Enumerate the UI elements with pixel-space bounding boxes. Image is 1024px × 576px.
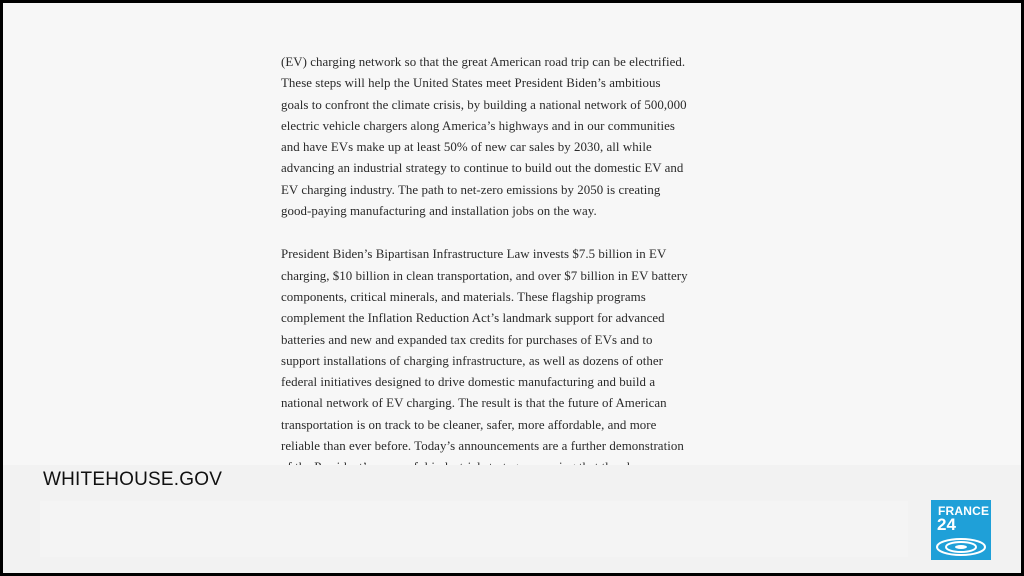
article-line: federal initiatives designed to drive domestic manufacturing and build a [281, 375, 656, 390]
logo-text-france: FRANCE [938, 504, 990, 518]
article-line: good-paying manufacturing and installation jobs on the way. [281, 204, 597, 219]
france24-wave-icon [931, 534, 991, 560]
france24-logo [931, 500, 991, 560]
article-line: complement the Inflation Reduction Act’s landmark support for advanced [281, 311, 665, 326]
article-paragraph-1 [281, 52, 753, 222]
article-line: charging, $10 billion in clean transportation, and over $7 billion in EV battery [281, 268, 688, 283]
article-line: transportation is on track to be cleaner, safer, more affordable, and more [281, 417, 657, 432]
article-line: batteries and new and expanded tax credits for purchases of EVs and to [281, 332, 653, 347]
article-line: advancing an industrial strategy to continue to build out the domestic EV and [281, 161, 684, 176]
article-line: components, critical minerals, and materials. These flagship programs [281, 289, 646, 304]
source-label: WHITEHOUSE.GOV [43, 469, 223, 490]
article-line: EV charging industry. The path to net-zero emissions by 2050 is creating [281, 182, 661, 197]
article-line: goals to confront the climate crisis, by building a national network of 500,000 [281, 97, 687, 112]
article-line: President Biden’s Bipartisan Infrastructure Law invests $7.5 billion in EV [281, 247, 667, 262]
article-body [281, 52, 753, 501]
logo-text-24: 24 [937, 515, 956, 534]
caption-strip [40, 501, 908, 557]
article-line: national network of EV charging. The result is that the future of American [281, 396, 667, 411]
article-line: and have EVs make up at least 50% of new car sales by 2030, all while [281, 140, 652, 155]
article-line: electric vehicle chargers along America’s highways and in our communities [281, 118, 675, 133]
article-line: (EV) charging network so that the great American road trip can be electrified. [281, 55, 686, 69]
article-line: These steps will help the United States meet President Biden’s ambitious [281, 76, 661, 91]
webpage-screenshot [3, 3, 1021, 573]
article-line: support installations of charging infrastructure, as well as dozens of other [281, 353, 663, 368]
article-line: reliable than ever before. Today’s announcements are a further demonstration [281, 439, 684, 454]
article-paragraph-2 [281, 244, 753, 478]
